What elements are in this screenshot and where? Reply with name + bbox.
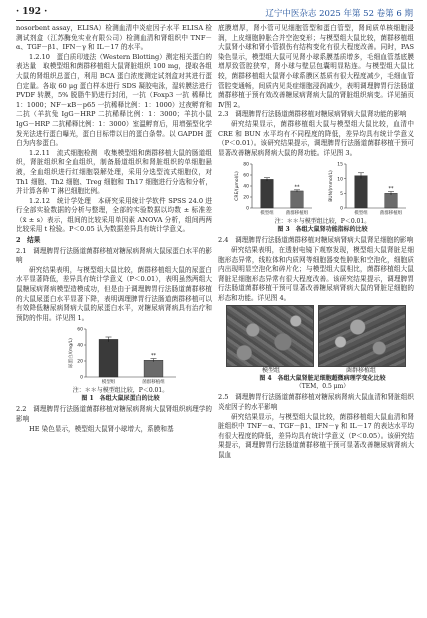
fig3-bun-y-tick-label: 15 [337, 162, 343, 168]
paragraph: 研究结果显示，与模型组大鼠比较，菌群移植组大鼠血清和肾脏组织中 TNF－α、TGF－β1、IFN－γ 和 IL－17 的表达水平均有很大程度的降低，差异均具有统计学意义（P＜0.05）。该研究结果提示，调理脾胃行法肠道菌群移植干预可显著改善糖尿病肾病大鼠血 [218, 412, 414, 460]
section-heading: 2 结果 [16, 236, 41, 245]
fig3-bun-x-tick-label: 菌群移植组 [379, 211, 403, 217]
micrograph-transplant-image [318, 305, 406, 367]
figure-1-chart [16, 325, 212, 387]
fig3-bun-x-tick-label: 模型组 [354, 211, 368, 217]
paragraph: 研究结果表明，在透射电镜下观察发现，模型组大鼠肾脏足细胞形态异常，线粒体和内质网等细胞器变性肿胀和空泡化，细胞质内出现明显空泡化和碎片化；与模型组大鼠相比，菌群移植组大鼠肾脏足细胞形态异常有很大程度改善。该研究结果提示，调理脾胃行法肠道菌群移植干预可显著改善糖尿病肾病大鼠的肾脏足细胞的形态和功能。详见图 4。 [218, 245, 414, 302]
header-rule [16, 20, 413, 21]
fig3-bun-bar [385, 194, 398, 209]
micrograph-label-model: 模型组 [261, 367, 280, 375]
fig3-cre-y-tick-label: 40 [243, 184, 249, 190]
fig3-cre-x-tick-label: 模型组 [260, 211, 274, 217]
paragraph: HE 染色显示，模型组大鼠肾小球增大，系膜和基 [29, 424, 174, 433]
paragraph: 1.2.10 蛋白质印迹法（Western Blotting）测定相关蛋白的表达量 取模型组和菌群移植组大鼠肾脏组织 100 mg，提取各组大鼠的肾组织总蛋白，利用 BCA 蛋白浓度测定试剂盒对其进行蛋白定量。各取 60 μg 蛋白样本进行 SDS 凝胶电泳，湿转膜法进行 PVDF 转膜，5% 脱脂牛奶进行封闭，一抗（Foxp3 一抗 稀释比 1：1000；NF－κB－p65 一抗稀释比例：1：1000）过夜孵育和二抗（羊抗兔 IgG－HRP 二抗稀释比例：1：3000；羊抗小鼠 IgG－HRP 二抗稀释比例：1：3000）室温孵育后，用增强型化学发光法进行蛋白曝光，蛋白目标带以目的蛋白条带。以 GAPDH 蛋白为内参蛋白。 [16, 52, 212, 148]
fig1-x-tick-label: 菌群移植组 [142, 380, 165, 386]
fig1-y-tick-label: 20 [77, 360, 83, 366]
micrograph-label-transplant: 菌群移植组 [345, 367, 376, 375]
micrograph-panel [218, 305, 414, 367]
fig3-cre-bar [261, 180, 274, 209]
left-column [16, 24, 212, 434]
subsection-heading: 2.4 调理脾胃行法肠道菌群移植对糖尿病肾病大鼠肾足细胞的影响 [218, 236, 414, 245]
figure-1-caption: 图 1 各组大鼠尿蛋白的比较 [81, 395, 160, 403]
paragraph: 研究结果显示，菌群移植组大鼠与模型组大鼠比较，血清中 CRE 和 BUN 水平均有不同程度的降低，差异均具有统计学意义（P＜0.01）。该研究结果提示，调理脾胃行法肠道菌群移植干预可显著改善糖尿病肾病大鼠的肾功能。详见图 3。 [218, 119, 414, 157]
fig3-bun-significance-mark: ** [388, 186, 394, 193]
page-number: · 192 · [16, 7, 48, 17]
fig1-x-tick-label: 模型组 [101, 380, 116, 386]
fig1-y-tick-label: 40 [77, 344, 83, 350]
subsection-heading: 2.5 调理脾胃行法肠道菌群移植对糖尿病肾病大鼠血清和肾脏组织炎症因子的水平影响 [218, 393, 414, 412]
fig3-cre-x-tick-label: 菌群移植组 [285, 211, 309, 217]
figure-1-note: 注：＊＊与模型组比较，P＜0.01。 [72, 387, 169, 395]
fig3-cre-y-tick-label: 0 [246, 206, 249, 212]
fig3-cre-bar [291, 191, 304, 208]
fig3-bun-y-tick-label: 0 [340, 206, 343, 212]
fig3-bun-y-tick-label: 5 [340, 192, 343, 198]
fig1-y-axis-label: 尿蛋白/(mg/L) [69, 338, 74, 369]
paragraph: nosorbent assay，ELISA）检测血清中炎症因子水平 ELISA 检测试剂盒（江苏酶免实业有限公司）检测血清和肾组织中 TNF－α、TGF－β1、IFN－γ 和 IL－17 的水平。 [16, 24, 212, 52]
figure-4 [218, 305, 414, 391]
paragraph: 1.2.11 流式细胞检测 收集模型组和菌群移植大鼠的肠道组织，肾脏组织和全血组织，制备肠道组织和肾脏组织的单细胞悬液，全血组织进行红细胞裂解处理，采用分选型流式细胞仪，对 Th1 细胞、Th2 细胞、Treg 细胞和 Th17 细胞进行分选和分析，并计算各种 T 淋巴细胞比例。 [16, 148, 212, 196]
paragraph: 底膜增厚，肾小管可见细胞管型和蛋白管型，肾间质单核细胞浸润，上皮细胞肿胀合并空泡变形；与模型组大鼠比较，菌群移植组大鼠肾小球和肾小管损伤有结构变化有很大程度改善。同时，PAS 染色显示，模型组大鼠可见肾小球系膜基质增多，毛细血管基底膜增厚致管腔狭窄，肾小球与壁层包囊明显粘连。与模型组大鼠比较，菌群移植组大鼠肾小球系膜区基质有很大程度减少，毛细血管管腔变通畅，间质内见炎症细胞浸润减少，表明调理脾胃行法肠道菌群移植于预有效改善糖尿病肾病大鼠的肾脏组织病变。详见插页 Ⅳ图 2。 [218, 24, 414, 109]
figure-1 [16, 325, 212, 403]
fig1-bar [99, 340, 118, 378]
micrograph-model-image [226, 305, 314, 367]
fig1-significance-mark: ** [151, 353, 156, 360]
fig3-cre-y-tick-label: 20 [243, 195, 249, 201]
subsection-heading: 2.2 调理脾胃行法肠道菌群移植对糖尿病肾病大鼠肾组织病理学的影响 [16, 405, 212, 423]
paragraph: 研究结果表明，与模型组大鼠比较，菌群移植组大鼠的尿蛋白水平显著降低，差异具有统计学意义（P＜0.01），表明虽然两组大鼠糖尿病肾病模型造模成功，但是由于调理脾胃行法肠道菌群移植的大鼠尿蛋白水平显著下降，表明调理脾胃行法肠道菌群移植可以有效降低糖尿病肾病大鼠的尿蛋白水平，对糖尿病肾病具有治疗和预防的作用。详见图 1。 [16, 265, 212, 322]
paragraph: 1.2.12 统计学处理 本研究采用统计学软件 SPSS 24.0 进行全部实验数据的分析与整理，全部的实验数据以均数 ± 标准差（x̄ ± s）表示，组间的比较采用单因素 ANOVA 分析，组间两两比较采用 t 检验。P＜0.05 认为数据差异具有统计学意义。 [16, 196, 212, 234]
running-header [16, 6, 413, 20]
figure-3-chart [218, 160, 414, 218]
figure-4-caption-scale: （TEM，0.5 μm） [295, 383, 350, 391]
fig1-y-tick-label: 60 [77, 328, 83, 334]
fig3-cre-y-tick-label: 80 [243, 162, 249, 168]
figure-4-caption: 图 4 各组大鼠肾脏足细胞超微病理学变化比较 [259, 375, 386, 383]
fig1-bar [144, 361, 163, 378]
fig3-bun-y-tick-label: 10 [337, 177, 343, 183]
journal-title: 辽宁中医杂志 2025 年第 52 卷第 6 期 [265, 9, 413, 19]
fig3-bun-bar [355, 176, 368, 208]
figure-3-note: 注：＊＊与模型组比较，P＜0.01。 [274, 218, 371, 226]
figure-3-caption: 图 3 各组大鼠肾功能指标的比较 [277, 226, 368, 234]
fig3-bun-y-axis-label: BUN/(mmol/L) [329, 170, 334, 203]
fig1-y-tick-label: 0 [80, 376, 83, 382]
fig3-cre-y-axis-label: CRE/(μmol/L) [235, 171, 240, 202]
subsection-heading: 2.3 调理脾胃行法肠道菌群移植对糖尿病肾病大鼠肾功能的影响 [218, 110, 407, 119]
right-column [218, 24, 414, 461]
fig3-cre-y-tick-label: 60 [243, 173, 249, 179]
subsection-heading: 2.1 调理脾胃行法肠道菌群移植对糖尿病肾病大鼠尿蛋白水平的影响 [16, 246, 212, 265]
fig3-cre-significance-mark: ** [294, 184, 300, 191]
figure-3 [218, 160, 414, 234]
